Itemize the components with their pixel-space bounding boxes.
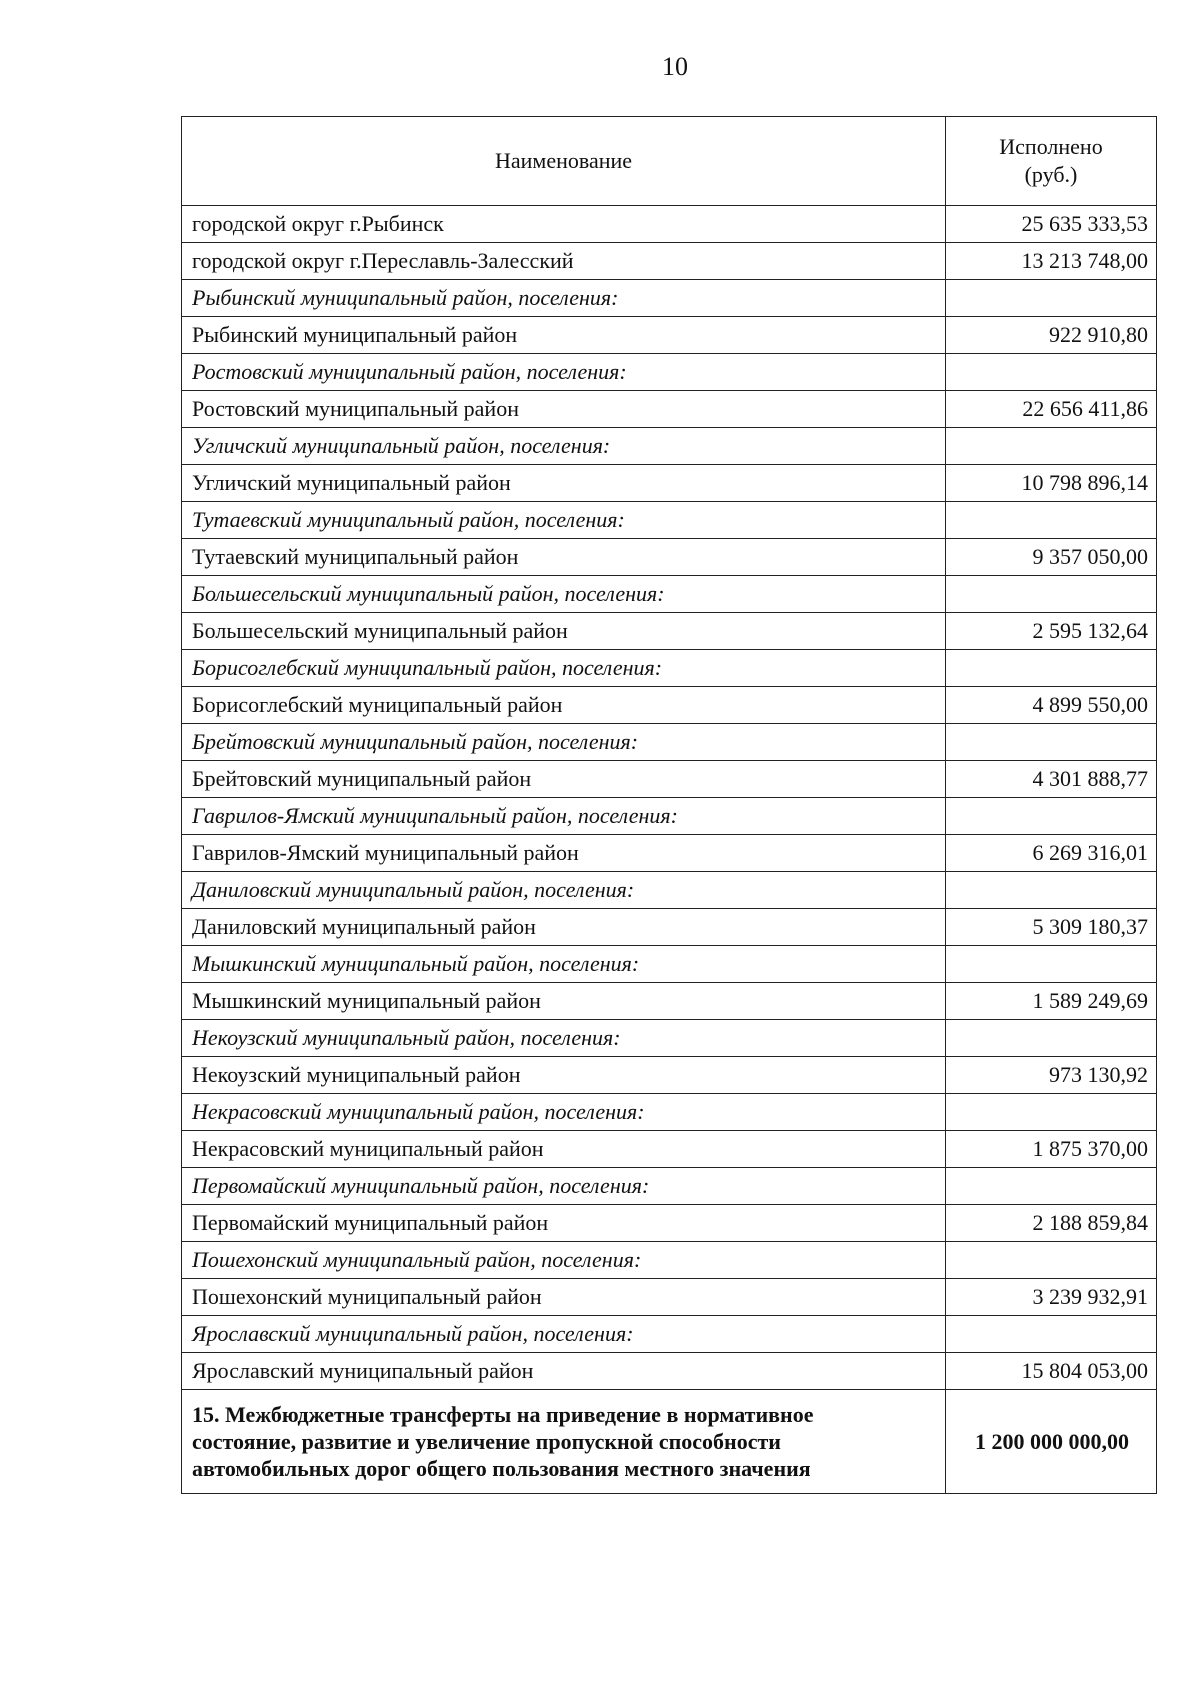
table-cell-name: Большесельский муниципальный район <box>182 613 946 650</box>
table-cell-value: 4 301 888,77 <box>946 761 1157 798</box>
table-cell-value: 6 269 316,01 <box>946 835 1157 872</box>
table-cell-name: Ярославский муниципальный район <box>182 1353 946 1390</box>
table-cell-name: городской округ г.Рыбинск <box>182 206 946 243</box>
table-row <box>182 243 1157 280</box>
table-cell-value <box>946 354 1157 391</box>
table-cell-value <box>946 428 1157 465</box>
table-cell-name: Пошехонский муниципальный район, поселения: <box>182 1242 946 1279</box>
table-row <box>182 1205 1157 1242</box>
table-cell-value <box>946 280 1157 317</box>
table-cell-name: Рыбинский муниципальный район <box>182 317 946 354</box>
table-header-row <box>182 117 1157 206</box>
table-row-section-heading <box>182 428 1157 465</box>
table-cell-name: Ростовский муниципальный район, поселения: <box>182 354 946 391</box>
table-row-section-heading <box>182 946 1157 983</box>
table-row <box>182 539 1157 576</box>
table-cell-name: Большесельский муниципальный район, поселения: <box>182 576 946 613</box>
table-row-section-heading <box>182 502 1157 539</box>
table-row-section-heading <box>182 1094 1157 1131</box>
table-cell-value: 1 875 370,00 <box>946 1131 1157 1168</box>
table-cell-value: 25 635 333,53 <box>946 206 1157 243</box>
total-row-name-line1: 15. Межбюджетные трансферты на приведение в нормативное <box>192 1402 814 1427</box>
table-cell-name: Брейтовский муниципальный район <box>182 761 946 798</box>
table-row-section-heading <box>182 1020 1157 1057</box>
table-cell-name: Рыбинский муниципальный район, поселения: <box>182 280 946 317</box>
table-cell-value: 13 213 748,00 <box>946 243 1157 280</box>
table-body <box>182 206 1157 1494</box>
table-cell-value <box>946 872 1157 909</box>
table-cell-value: 2 595 132,64 <box>946 613 1157 650</box>
table-cell-value: 3 239 932,91 <box>946 1279 1157 1316</box>
table-row-section-heading <box>182 354 1157 391</box>
table-cell-value <box>946 650 1157 687</box>
table-row <box>182 1353 1157 1390</box>
table-cell-name: Мышкинский муниципальный район, поселения: <box>182 946 946 983</box>
table-cell-value: 922 910,80 <box>946 317 1157 354</box>
table-cell-value: 22 656 411,86 <box>946 391 1157 428</box>
table-cell-value: 973 130,92 <box>946 1057 1157 1094</box>
table-cell-value <box>946 946 1157 983</box>
table-row-section-heading <box>182 872 1157 909</box>
table-cell-name: Тутаевский муниципальный район <box>182 539 946 576</box>
table-cell-value <box>946 1316 1157 1353</box>
table-row <box>182 317 1157 354</box>
table-row <box>182 613 1157 650</box>
table-cell-name: Брейтовский муниципальный район, поселения: <box>182 724 946 761</box>
table-cell-value: 2 188 859,84 <box>946 1205 1157 1242</box>
table-row-section-heading <box>182 724 1157 761</box>
table-cell-value: 10 798 896,14 <box>946 465 1157 502</box>
table-row <box>182 835 1157 872</box>
table-cell-name: Первомайский муниципальный район <box>182 1205 946 1242</box>
page-number: 10 <box>662 52 688 81</box>
table-cell-value: 15 804 053,00 <box>946 1353 1157 1390</box>
table-row-section-heading <box>182 798 1157 835</box>
table-cell-value <box>946 576 1157 613</box>
total-row-name <box>182 1390 946 1494</box>
table-cell-value <box>946 1020 1157 1057</box>
table-row-section-heading <box>182 650 1157 687</box>
table-cell-value <box>946 1168 1157 1205</box>
total-row <box>182 1390 1157 1494</box>
table-row-section-heading <box>182 1242 1157 1279</box>
table-row <box>182 391 1157 428</box>
total-row-name-line3: автомобильных дорог общего пользования местного значения <box>192 1456 811 1481</box>
header-name: Наименование <box>182 117 946 206</box>
table-cell-name: Даниловский муниципальный район, поселения: <box>182 872 946 909</box>
table-row-section-heading <box>182 1316 1157 1353</box>
table-row <box>182 761 1157 798</box>
table-row <box>182 206 1157 243</box>
table-row <box>182 983 1157 1020</box>
table-cell-name: Некрасовский муниципальный район, поселения: <box>182 1094 946 1131</box>
budget-execution-table <box>181 116 1157 1494</box>
table-cell-name: Ярославский муниципальный район, поселения: <box>182 1316 946 1353</box>
table-row <box>182 465 1157 502</box>
header-value-line1: Исполнено <box>999 134 1103 159</box>
table-row-section-heading <box>182 280 1157 317</box>
table-row <box>182 687 1157 724</box>
table-cell-name: городской округ г.Переславль-Залесский <box>182 243 946 280</box>
table-cell-name: Тутаевский муниципальный район, поселения: <box>182 502 946 539</box>
table-row-section-heading <box>182 576 1157 613</box>
table-cell-value <box>946 798 1157 835</box>
table-cell-value <box>946 1094 1157 1131</box>
table-cell-value: 5 309 180,37 <box>946 909 1157 946</box>
table-cell-name: Ростовский муниципальный район <box>182 391 946 428</box>
header-value <box>946 117 1157 206</box>
table-cell-name: Некрасовский муниципальный район <box>182 1131 946 1168</box>
table-cell-name: Угличский муниципальный район <box>182 465 946 502</box>
table-cell-name: Борисоглебский муниципальный район, поселения: <box>182 650 946 687</box>
table-cell-value <box>946 724 1157 761</box>
table-row <box>182 1279 1157 1316</box>
table-cell-name: Угличский муниципальный район, поселения: <box>182 428 946 465</box>
table-cell-name: Даниловский муниципальный район <box>182 909 946 946</box>
table-cell-name: Пошехонский муниципальный район <box>182 1279 946 1316</box>
table-cell-value: 4 899 550,00 <box>946 687 1157 724</box>
table-row <box>182 1057 1157 1094</box>
table-cell-value <box>946 1242 1157 1279</box>
table-row-section-heading <box>182 1168 1157 1205</box>
table-cell-name: Первомайский муниципальный район, поселения: <box>182 1168 946 1205</box>
table-row <box>182 909 1157 946</box>
table-cell-name: Гаврилов-Ямский муниципальный район, поселения: <box>182 798 946 835</box>
total-row-value: 1 200 000 000,00 <box>946 1390 1157 1494</box>
table-row <box>182 1131 1157 1168</box>
table-cell-value <box>946 502 1157 539</box>
total-row-name-line2: состояние, развитие и увеличение пропускной способности <box>192 1429 781 1454</box>
table-cell-value: 1 589 249,69 <box>946 983 1157 1020</box>
table-cell-name: Мышкинский муниципальный район <box>182 983 946 1020</box>
table-cell-value: 9 357 050,00 <box>946 539 1157 576</box>
header-value-line2: (руб.) <box>1024 162 1078 187</box>
table-cell-name: Борисоглебский муниципальный район <box>182 687 946 724</box>
table-cell-name: Некоузский муниципальный район, поселения: <box>182 1020 946 1057</box>
table-cell-name: Гаврилов-Ямский муниципальный район <box>182 835 946 872</box>
budget-table-container <box>181 116 1156 1494</box>
table-cell-name: Некоузский муниципальный район <box>182 1057 946 1094</box>
